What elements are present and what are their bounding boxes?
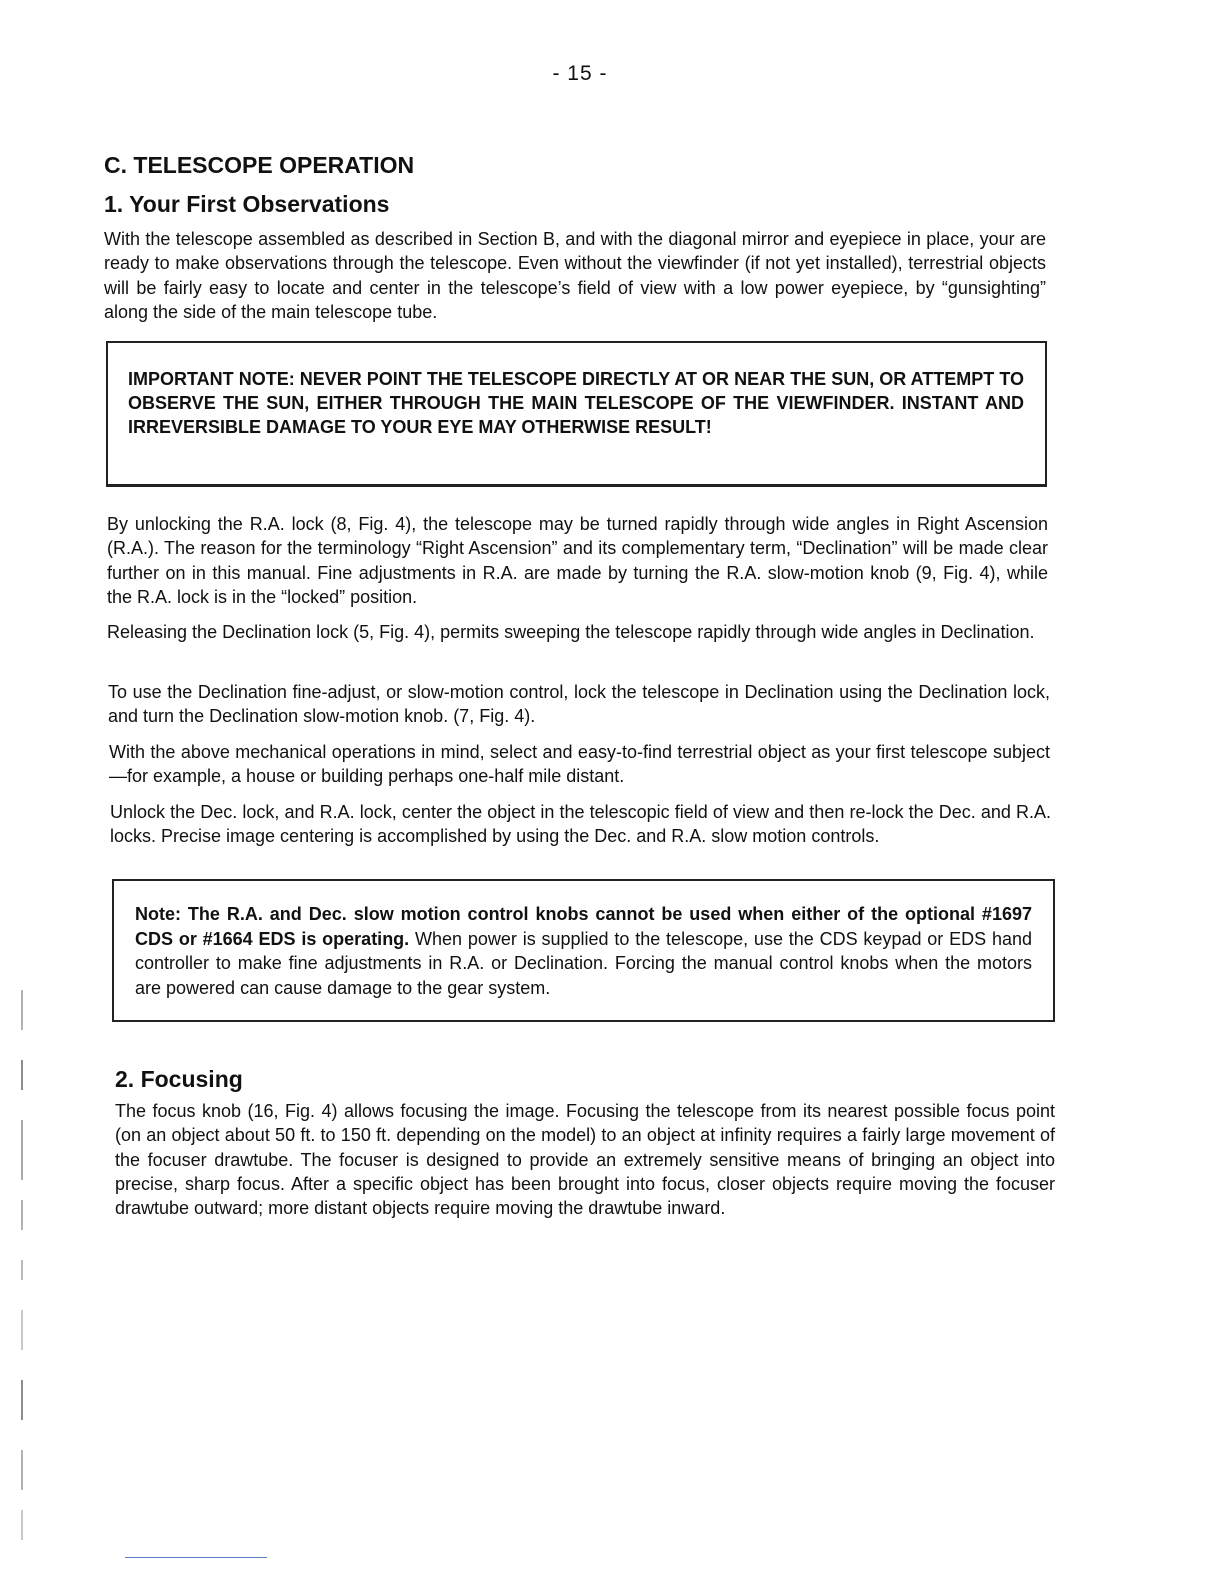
declination-fine-adjust-paragraph: To use the Declination fine-adjust, or slow-motion control, lock the telescope in Declination using the Declination lock, and turn the Declination slow-motion knob. (7, Fig. 4). — [108, 682, 1050, 727]
first-observations-heading: 1. Your First Observations — [104, 191, 390, 217]
focusing-paragraph: The focus knob (16, Fig. 4) allows focusing the image. Focusing the telescope from its nearest possible focus point (on an object about 50 ft. to 150 ft. depending on the model) to an object at infinity requires a fairly large movement of the focuser drawtube. The focuser is designed to provide an extremely sensitive means of bringing an object into precise, sharp focus. After a specific object has been brought into focus, closer objects require moving the focuser drawtube outward; more distant objects require moving the drawtube inward. — [115, 1101, 1055, 1219]
sun-warning-text: IMPORTANT NOTE: NEVER POINT THE TELESCOPE DIRECTLY AT OR NEAR THE SUN, OR ATTEMPT TO OBSERVE THE SUN, EITHER THROUGH THE MAIN TELESCOPE OF THE VIEWFINDER. INSTANT AND IRREVERSIBLE DAMAGE TO YOUR EYE MAY OTHERWISE RESULT! — [128, 369, 1024, 437]
intro-paragraph: With the telescope assembled as described in Section B, and with the diagonal mirror and eyepiece in place, your are ready to make observations through the telescope. Even without the viewfinder (if not yet installed), terrestrial objects will be fairly easy to locate and center in the telescope’s field of view with a low power eyepiece, by “gunsighting” along the side of the main telescope tube. — [104, 229, 1046, 322]
footer-rule — [125, 1557, 267, 1558]
section-heading: C. TELESCOPE OPERATION — [104, 152, 415, 178]
focusing-heading: 2. Focusing — [115, 1066, 243, 1092]
declination-lock-paragraph: Releasing the Declination lock (5, Fig. 4), permits sweeping the telescope rapidly through wide angles in Declination. — [107, 622, 1035, 642]
scan-edge-marks — [20, 930, 24, 1570]
page-number: - 15 - — [552, 62, 608, 85]
centering-paragraph: Unlock the Dec. lock, and R.A. lock, center the object in the telescopic field of view and then re-lock the Dec. and R.A. locks. Precise image centering is accomplished by using the Dec. and R.A. slow motion controls. — [110, 802, 1051, 847]
note-regular-text: When power is supplied to the telescope, use the CDS keypad or EDS hand controller to make fine adjustments in R.A. or Declination. Forcing the manual control knobs when the motors are powered can cause damage to the gear system. — [135, 928, 1032, 998]
sun-warning-box — [106, 341, 1047, 487]
note-bold-text: Note: The R.A. and Dec. slow motion control knobs cannot be used when either of the optional #1697 CDS or #1664 EDS is operating. — [135, 904, 1032, 949]
ra-lock-paragraph: By unlocking the R.A. lock (8, Fig. 4), the telescope may be turned rapidly through wide angles in Right Ascension (R.A.). The reason for the terminology “Right Ascension” and its complementary term, “Declination” will be made clear further on in this manual. Fine adjustments in R.A. are made by turning the R.A. slow-motion knob (9, Fig. 4), while the R.A. lock is in the “locked” position. — [107, 514, 1048, 607]
slow-motion-note-box — [112, 879, 1055, 1022]
slow-motion-note-text — [135, 902, 1032, 1000]
first-subject-paragraph: With the above mechanical operations in mind, select and easy-to-find terrestrial object as your first telescope subject—for example, a house or building perhaps one-half mile distant. — [109, 742, 1050, 787]
